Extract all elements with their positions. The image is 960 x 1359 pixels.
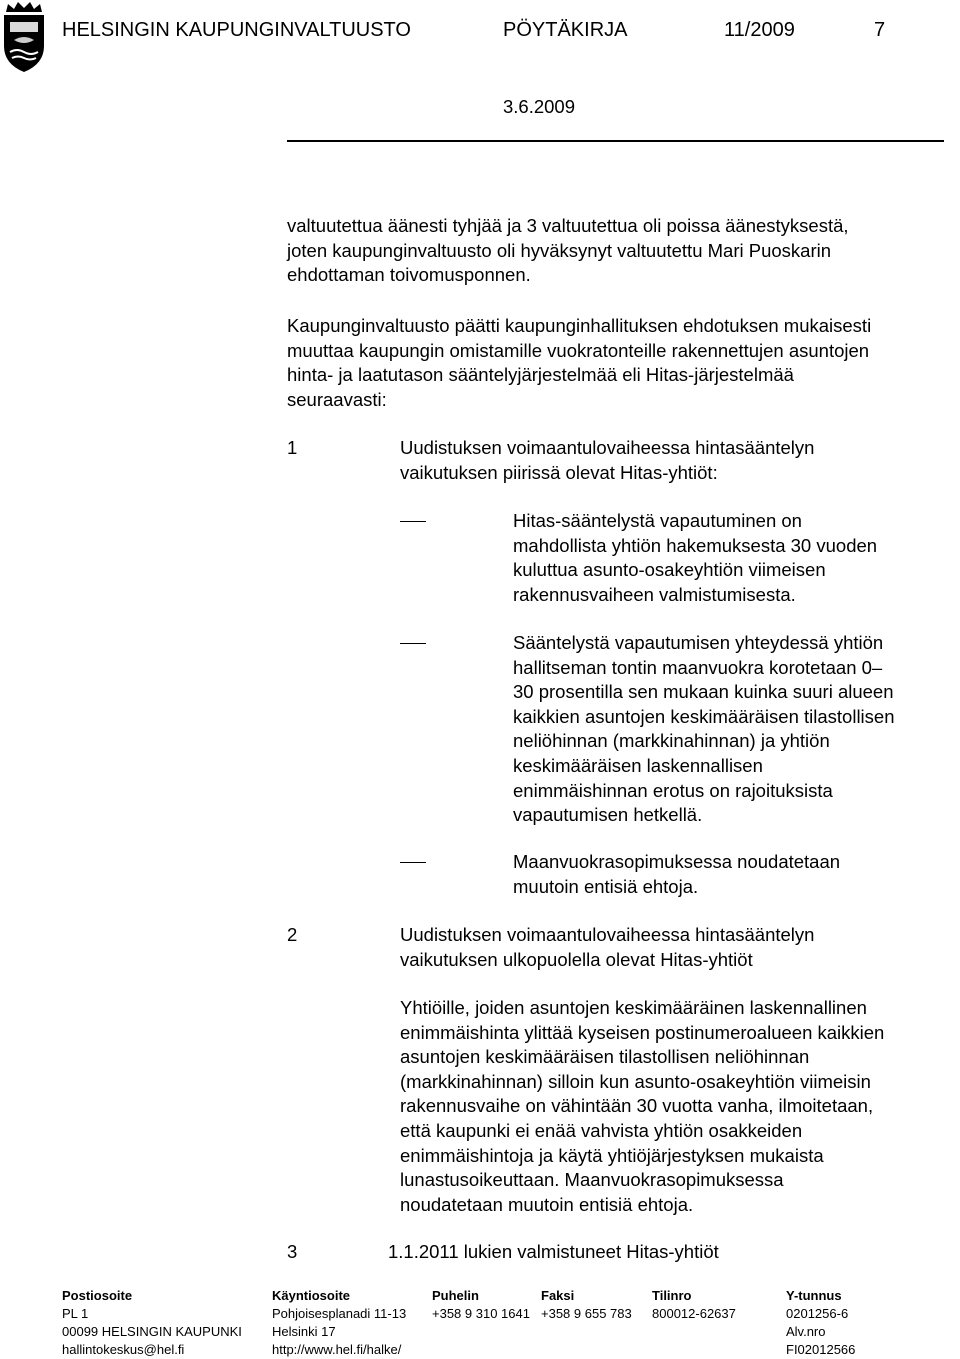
header-document-type: PÖYTÄKIRJA [503,19,628,41]
text-line: muutoin entisiä ehtoja. [513,875,699,897]
text-line: Uudistuksen voimaantulovaiheessa hintasääntelyn [400,437,815,458]
decision-paragraph [287,314,947,412]
footer-value: 800012-62637 [652,1306,736,1321]
footer-visiting-address [272,1287,406,1359]
text-line: rakennusvaiheen valmistumisesta. [513,583,796,605]
text-line: ehdottaman toivomusponnen. [287,264,531,286]
text-line: kaikkien asuntojen keskimääräisen tilastollisen [513,705,895,727]
footer-value: +358 9 310 1641 [432,1306,530,1321]
footer-value: +358 9 655 783 [541,1306,632,1321]
text-line: valtuutettua äänesti tyhjää ja 3 valtuutettua oli poissa äänestyksestä, [287,215,849,236]
footer-value: PL 1 [62,1306,89,1321]
text-line: vapautumisen hetkellä. [513,804,703,826]
text-line: hinta- ja laatutason sääntelyjärjestelmää eli Hitas-järjestelmää [287,364,794,386]
dash-bullet [400,862,426,863]
item-heading [400,923,950,972]
item-heading [388,1240,938,1265]
item-number: 3 [287,1241,298,1262]
footer-label: Postiosoite [62,1288,133,1303]
text-line: (markkinahinnan) silloin kun asunto-osakeyhtiön viimeisin [400,1070,871,1092]
item-heading [400,436,950,485]
text-line: kuluttua asunto-osakeyhtiön viimeisen [513,559,826,581]
footer-label: Puhelin [432,1288,479,1303]
header-page-number: 7 [874,19,886,41]
footer-label: Käyntiosoite [272,1288,351,1303]
footer-phone [432,1287,530,1323]
bullet-text [513,509,953,607]
footer-label: Faksi [541,1288,575,1303]
text-line: joten kaupunginvaltuusto oli hyväksynyt valtuutettu Mari Puoskarin [287,239,831,261]
footer-value: 0201256-6 [786,1306,849,1321]
bullet-text [513,850,953,899]
footer-business-id [786,1287,855,1359]
text-line: Maanvuokrasopimuksessa noudatetaan [513,851,841,872]
header-organization: HELSINGIN KAUPUNGINVALTUUSTO [62,19,411,41]
text-line: asuntojen keskimääräisen tilastollisen neliöhinnan [400,1046,810,1068]
text-line: Uudistuksen voimaantulovaiheessa hintasääntelyn [400,924,815,945]
footer-website-link[interactable]: http://www.hel.fi/halke/ [272,1342,402,1357]
footer-value: Helsinki 17 [272,1324,336,1339]
footer-account-number [652,1287,736,1323]
item-2-body [400,996,950,1217]
bullet-text [513,631,953,828]
text-line: 30 prosentilla sen mukaan kuinka suuri alueen [513,681,894,703]
header-date: 3.6.2009 [503,96,576,117]
intro-paragraph [287,214,947,288]
text-line: enimmäishinta ylittää kyseisen postinumeroalueen kaikkien [400,1021,885,1043]
footer-value: Pohjoisesplanadi 11-13 [272,1306,407,1321]
text-line: noudatetaan muutoin entisiä ehtoja. [400,1193,694,1215]
text-line: Sääntelystä vapautumisen yhteydessä yhtiön [513,632,884,653]
dash-bullet [400,643,426,644]
footer-label: Y-tunnus [786,1288,842,1303]
text-line: Kaupunginvaltuusto päätti kaupunginhallituksen ehdotuksen mukaisesti [287,315,872,336]
footer-value: Alv.nro [786,1324,826,1339]
text-line: hallitseman tontin maanvuokra korotetaan 0– [513,656,883,678]
dash-bullet [400,521,426,522]
text-line: vaikutuksen ulkopuolella olevat Hitas-yhtiöt [400,948,753,970]
footer-postal-address [62,1287,242,1359]
text-line: seuraavasti: [287,388,387,410]
text-line: enimmäishintoja ja käytä yhtiöjärjestyksen mukaista [400,1144,824,1166]
text-line: että kaupunki ei enää vahvista yhtiön osakkeiden [400,1119,803,1141]
item-number: 2 [287,924,298,945]
text-line: rakennusvaihe on vähintään 30 vuotta vanha, ilmoitetaan, [400,1095,874,1117]
text-line: vaikutuksen piirissä olevat Hitas-yhtiöt: [400,461,718,483]
text-line: Hitas-sääntelystä vapautuminen on [513,510,802,531]
item-number: 1 [287,437,298,458]
header-issue-number: 11/2009 [724,19,795,41]
header-rule [287,140,944,142]
footer-fax [541,1287,632,1323]
footer-label: Tilinro [652,1288,692,1303]
text-line: lunastusoikeuttaan. Maanvuokrasopimuksessa [400,1169,784,1191]
footer-value: 00099 HELSINGIN KAUPUNKI [62,1324,242,1339]
text-line: Yhtiöille, joiden asuntojen keskimääräinen laskennallinen [400,997,867,1018]
text-line: muuttaa kaupungin omistamille vuokratonteille rakennettujen asuntojen [287,339,870,361]
text-line: neliöhinnan (markkinahinnan) ja yhtiön [513,730,830,752]
helsinki-crest-logo [0,0,50,74]
text-line: keskimääräisen laskennallisen [513,754,763,776]
footer-email-link[interactable]: hallintokeskus@hel.fi [62,1342,185,1357]
text-line: 1.1.2011 lukien valmistuneet Hitas-yhtiöt [388,1241,719,1262]
footer-value: FI02012566 [786,1342,856,1357]
text-line: mahdollista yhtiön hakemuksesta 30 vuoden [513,534,878,556]
text-line: enimmäishinnan erotus on rajoituksista [513,779,833,801]
